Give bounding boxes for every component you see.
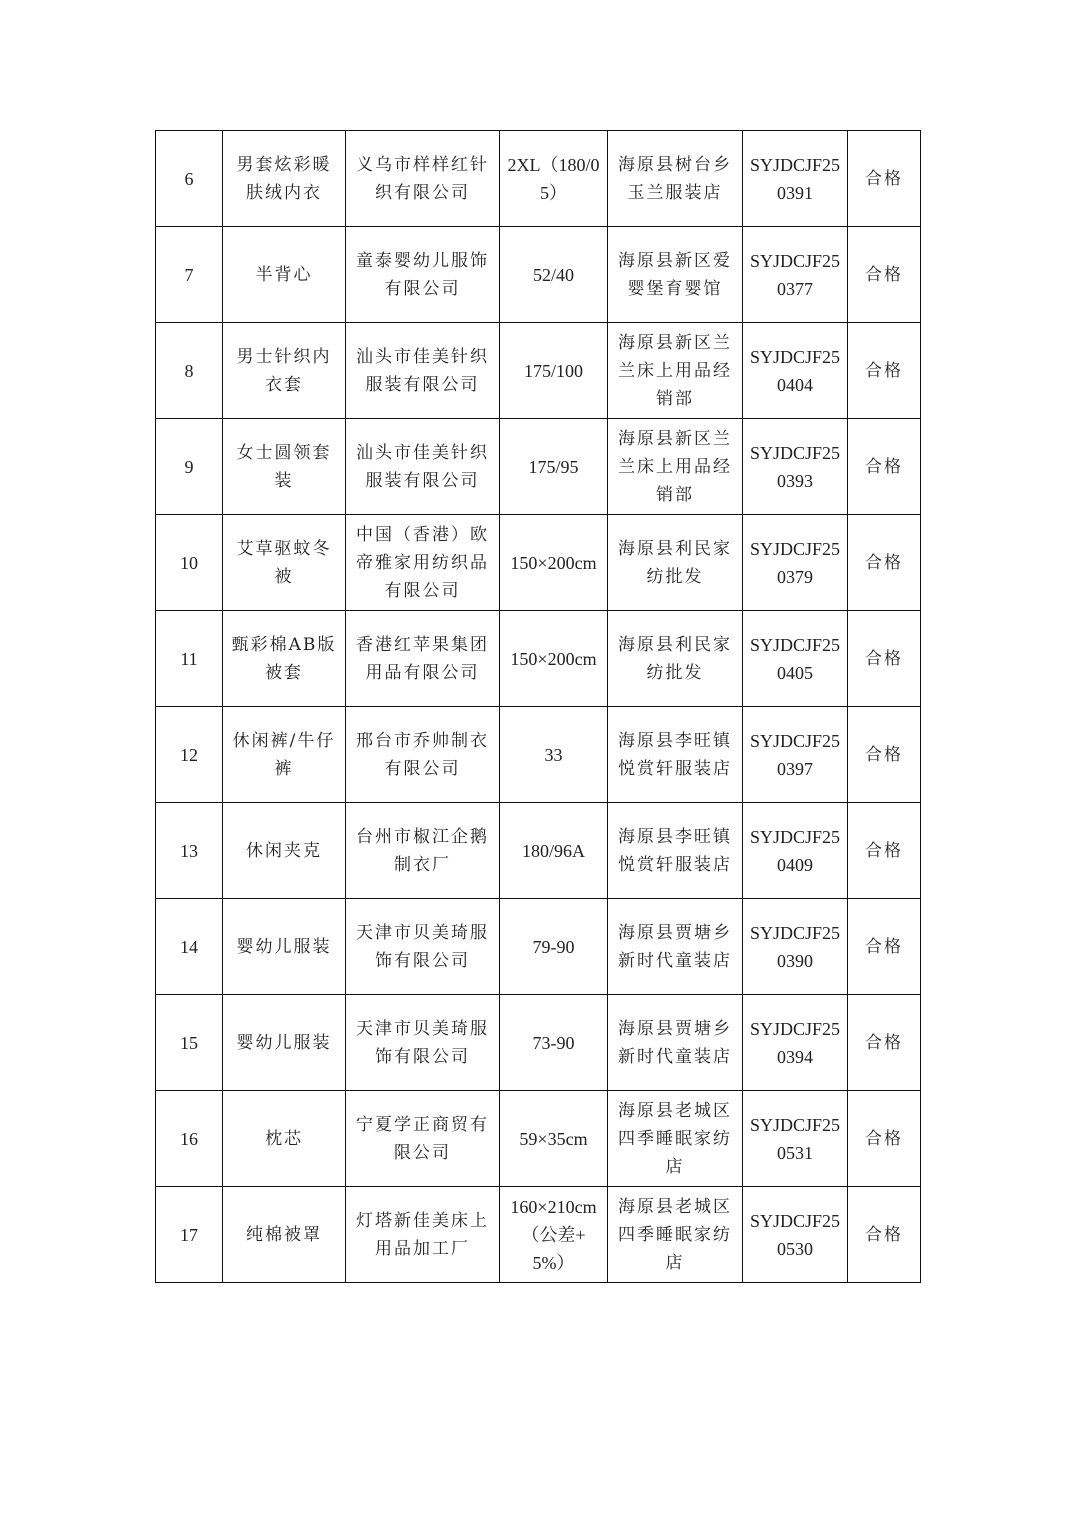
cell-seller-text: 海原县新区兰兰床上用品经销部 <box>618 428 732 505</box>
cell-serial-number-text: 17 <box>180 1224 198 1245</box>
cell-manufacturer <box>346 707 500 803</box>
cell-seller-text: 海原县利民家纺批发 <box>618 634 732 683</box>
cell-product-name-text: 艾草驱蚊冬被 <box>236 538 332 587</box>
cell-serial-number-text: 11 <box>180 648 198 669</box>
table-row <box>156 1187 921 1283</box>
cell-serial-number <box>156 707 223 803</box>
table-row <box>156 227 921 323</box>
cell-sample-code <box>743 611 848 707</box>
table-row <box>156 515 921 611</box>
cell-sample-code <box>743 1091 848 1187</box>
cell-product-name <box>223 515 346 611</box>
table-row <box>156 707 921 803</box>
cell-seller <box>608 611 743 707</box>
cell-manufacturer-text: 中国（香港）欧帝雅家用纺织品有限公司 <box>356 524 489 601</box>
table-row <box>156 899 921 995</box>
cell-product-name <box>223 803 346 899</box>
cell-result-text: 合格 <box>865 264 903 285</box>
cell-sample-code <box>743 131 848 227</box>
cell-sample-code <box>743 1187 848 1283</box>
cell-manufacturer-text: 童泰婴幼儿服饰有限公司 <box>356 250 489 299</box>
cell-serial-number <box>156 515 223 611</box>
cell-specification <box>500 131 608 227</box>
cell-result <box>848 611 921 707</box>
cell-serial-number-text: 8 <box>184 360 194 381</box>
cell-sample-code-text: SYJDCJF250530 <box>749 1210 841 1259</box>
cell-specification-text: 2XL（180/05） <box>507 154 600 203</box>
cell-product-name <box>223 611 346 707</box>
table-row <box>156 131 921 227</box>
cell-manufacturer <box>346 419 500 515</box>
cell-sample-code-text: SYJDCJF250404 <box>749 346 841 395</box>
cell-manufacturer <box>346 995 500 1091</box>
cell-seller <box>608 803 743 899</box>
cell-manufacturer-text: 天津市贝美琦服饰有限公司 <box>356 1018 489 1067</box>
cell-serial-number <box>156 419 223 515</box>
cell-manufacturer <box>346 1187 500 1283</box>
cell-sample-code-text: SYJDCJF250379 <box>749 538 841 587</box>
cell-seller <box>608 1091 743 1187</box>
cell-manufacturer-text: 宁夏学正商贸有限公司 <box>356 1114 489 1163</box>
cell-specification <box>500 419 608 515</box>
cell-specification <box>500 995 608 1091</box>
cell-seller <box>608 227 743 323</box>
cell-sample-code <box>743 419 848 515</box>
cell-seller-text: 海原县李旺镇悦赏轩服装店 <box>618 826 732 875</box>
cell-specification <box>500 803 608 899</box>
cell-serial-number <box>156 227 223 323</box>
cell-specification-text: 150×200cm <box>510 552 597 573</box>
cell-sample-code <box>743 323 848 419</box>
cell-sample-code-text: SYJDCJF250391 <box>749 154 841 203</box>
cell-result-text: 合格 <box>865 360 903 381</box>
cell-manufacturer-text: 汕头市佳美针织服装有限公司 <box>356 346 489 395</box>
cell-serial-number-text: 16 <box>180 1128 198 1149</box>
cell-product-name-text: 纯棉被罩 <box>246 1224 322 1245</box>
cell-result <box>848 419 921 515</box>
cell-manufacturer-text: 台州市椒江企鹅制衣厂 <box>356 826 489 875</box>
cell-product-name <box>223 995 346 1091</box>
cell-specification <box>500 707 608 803</box>
cell-sample-code-text: SYJDCJF250397 <box>749 730 841 779</box>
cell-seller-text: 海原县贾塘乡新时代童装店 <box>618 922 732 971</box>
cell-seller-text: 海原县利民家纺批发 <box>618 538 732 587</box>
cell-specification-text: 52/40 <box>532 264 574 285</box>
cell-product-name-text: 休闲夹克 <box>246 840 322 861</box>
cell-product-name <box>223 419 346 515</box>
cell-manufacturer <box>346 1091 500 1187</box>
cell-result <box>848 1091 921 1187</box>
inspection-results-table <box>155 130 921 1283</box>
cell-seller-text: 海原县新区爱婴堡育婴馆 <box>618 250 732 299</box>
table-row <box>156 803 921 899</box>
cell-specification-text: 150×200cm <box>510 648 597 669</box>
cell-seller <box>608 899 743 995</box>
cell-result-text: 合格 <box>865 552 903 573</box>
cell-sample-code <box>743 707 848 803</box>
cell-specification-text: 73-90 <box>532 1032 575 1053</box>
cell-specification-text: 175/95 <box>528 456 579 477</box>
cell-sample-code-text: SYJDCJF250531 <box>749 1114 841 1163</box>
cell-seller <box>608 131 743 227</box>
cell-serial-number-text: 12 <box>180 744 198 765</box>
cell-result-text: 合格 <box>865 456 903 477</box>
table-row <box>156 419 921 515</box>
cell-serial-number-text: 7 <box>184 264 194 285</box>
cell-specification-text: 160×210cm（公差+5%） <box>510 1196 597 1273</box>
cell-serial-number <box>156 323 223 419</box>
cell-specification <box>500 515 608 611</box>
cell-result-text: 合格 <box>865 168 903 189</box>
cell-manufacturer <box>346 515 500 611</box>
cell-product-name <box>223 1091 346 1187</box>
cell-specification <box>500 1091 608 1187</box>
cell-seller <box>608 419 743 515</box>
cell-manufacturer-text: 香港红苹果集团用品有限公司 <box>356 634 489 683</box>
cell-manufacturer-text: 邢台市乔帅制衣有限公司 <box>356 730 489 779</box>
cell-manufacturer-text: 天津市贝美琦服饰有限公司 <box>356 922 489 971</box>
cell-sample-code-text: SYJDCJF250409 <box>749 826 841 875</box>
cell-specification <box>500 899 608 995</box>
cell-seller-text: 海原县李旺镇悦赏轩服装店 <box>618 730 732 779</box>
cell-serial-number <box>156 899 223 995</box>
cell-manufacturer <box>346 611 500 707</box>
cell-seller <box>608 707 743 803</box>
cell-result <box>848 707 921 803</box>
cell-specification <box>500 611 608 707</box>
cell-manufacturer-text: 汕头市佳美针织服装有限公司 <box>356 442 489 491</box>
cell-result-text: 合格 <box>865 1032 903 1053</box>
cell-seller-text: 海原县老城区四季睡眠家纺店 <box>618 1196 732 1273</box>
cell-manufacturer-text: 义乌市样样红针织有限公司 <box>356 154 489 203</box>
cell-specification-text: 79-90 <box>532 936 575 957</box>
cell-manufacturer <box>346 803 500 899</box>
cell-manufacturer-text: 灯塔新佳美床上用品加工厂 <box>356 1210 489 1259</box>
cell-specification-text: 175/100 <box>523 360 583 381</box>
cell-seller <box>608 995 743 1091</box>
cell-result <box>848 131 921 227</box>
cell-product-name <box>223 227 346 323</box>
cell-product-name-text: 枕芯 <box>265 1128 303 1149</box>
cell-serial-number-text: 9 <box>184 456 194 477</box>
cell-seller <box>608 515 743 611</box>
cell-serial-number <box>156 803 223 899</box>
cell-manufacturer <box>346 899 500 995</box>
cell-product-name-text: 休闲裤/牛仔裤 <box>232 730 336 779</box>
cell-serial-number <box>156 131 223 227</box>
cell-result <box>848 227 921 323</box>
cell-product-name <box>223 707 346 803</box>
cell-product-name <box>223 131 346 227</box>
cell-serial-number-text: 6 <box>184 168 194 189</box>
table-row <box>156 995 921 1091</box>
cell-serial-number-text: 10 <box>180 552 198 573</box>
cell-product-name-text: 婴幼儿服装 <box>236 936 332 957</box>
cell-seller <box>608 1187 743 1283</box>
cell-result-text: 合格 <box>865 1128 903 1149</box>
table-body <box>156 131 921 1283</box>
cell-serial-number-text: 14 <box>180 936 198 957</box>
cell-sample-code <box>743 227 848 323</box>
cell-product-name-text: 婴幼儿服装 <box>236 1032 332 1053</box>
cell-sample-code-text: SYJDCJF250394 <box>749 1018 841 1067</box>
cell-product-name-text: 男士针织内衣套 <box>236 346 332 395</box>
cell-result-text: 合格 <box>865 648 903 669</box>
cell-result <box>848 1187 921 1283</box>
cell-sample-code-text: SYJDCJF250393 <box>749 442 841 491</box>
cell-specification-text: 180/96A <box>522 840 585 861</box>
cell-product-name-text: 女士圆领套装 <box>236 442 332 491</box>
cell-result-text: 合格 <box>865 936 903 957</box>
cell-sample-code <box>743 995 848 1091</box>
cell-product-name <box>223 899 346 995</box>
cell-specification-text: 59×35cm <box>519 1128 588 1149</box>
cell-specification <box>500 323 608 419</box>
cell-product-name <box>223 323 346 419</box>
cell-sample-code <box>743 899 848 995</box>
cell-manufacturer <box>346 323 500 419</box>
cell-serial-number-text: 15 <box>180 1032 198 1053</box>
cell-product-name-text: 半背心 <box>255 264 313 285</box>
cell-result-text: 合格 <box>865 840 903 861</box>
cell-specification <box>500 1187 608 1283</box>
cell-seller-text: 海原县树台乡玉兰服装店 <box>618 154 732 203</box>
cell-manufacturer <box>346 227 500 323</box>
table-row <box>156 1091 921 1187</box>
cell-sample-code <box>743 803 848 899</box>
cell-result-text: 合格 <box>865 744 903 765</box>
cell-serial-number-text: 13 <box>180 840 198 861</box>
cell-sample-code-text: SYJDCJF250390 <box>749 922 841 971</box>
cell-seller <box>608 323 743 419</box>
cell-serial-number <box>156 1091 223 1187</box>
cell-specification <box>500 227 608 323</box>
cell-serial-number <box>156 1187 223 1283</box>
cell-serial-number <box>156 995 223 1091</box>
cell-manufacturer <box>346 131 500 227</box>
cell-result <box>848 515 921 611</box>
cell-product-name-text: 甄彩棉AB版被套 <box>231 634 337 683</box>
cell-seller-text: 海原县老城区四季睡眠家纺店 <box>618 1100 732 1177</box>
cell-sample-code-text: SYJDCJF250377 <box>749 250 841 299</box>
cell-result <box>848 995 921 1091</box>
cell-seller-text: 海原县新区兰兰床上用品经销部 <box>618 332 732 409</box>
cell-sample-code-text: SYJDCJF250405 <box>749 634 841 683</box>
cell-product-name-text: 男套炫彩暖肤绒内衣 <box>236 154 332 203</box>
cell-result <box>848 323 921 419</box>
cell-specification-text: 33 <box>544 744 563 765</box>
cell-product-name <box>223 1187 346 1283</box>
cell-serial-number <box>156 611 223 707</box>
cell-sample-code <box>743 515 848 611</box>
cell-result-text: 合格 <box>865 1224 903 1245</box>
cell-result <box>848 899 921 995</box>
table-row <box>156 611 921 707</box>
cell-result <box>848 803 921 899</box>
cell-seller-text: 海原县贾塘乡新时代童装店 <box>618 1018 732 1067</box>
table-row <box>156 323 921 419</box>
